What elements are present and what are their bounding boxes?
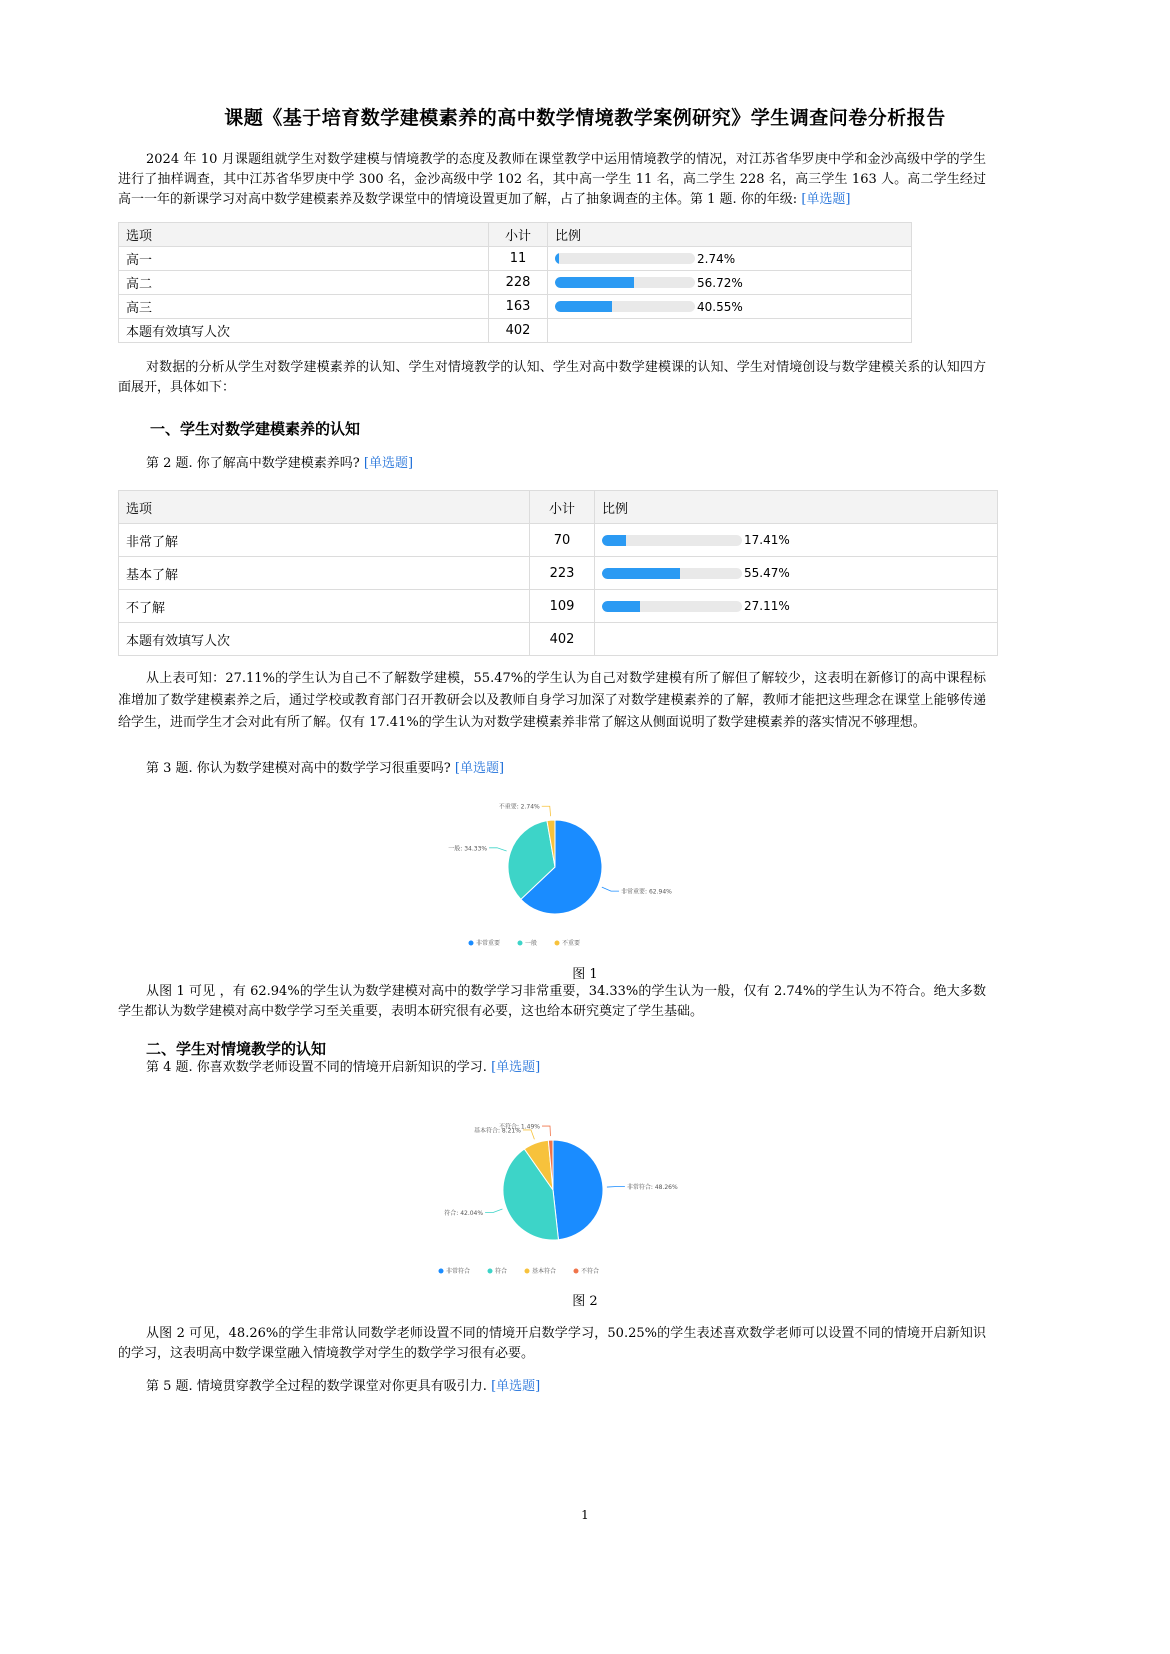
total-count: 402 <box>489 319 548 343</box>
pie-label-3: 不符合: 1.49% <box>499 1123 541 1131</box>
q4-type-tag[interactable]: [单选题] <box>491 1060 541 1075</box>
legend-label-1: 符合 <box>495 1268 508 1275</box>
ratio-bar-fill <box>555 277 634 288</box>
pie-chart-scenario-preference <box>430 1110 730 1285</box>
figure-caption-2: 图 2 <box>572 1294 598 1309</box>
q3-text: 第 3 题. 你认为数学建模对高中的数学学习很重要吗? <box>146 761 451 776</box>
option-label: 高二 <box>119 271 489 295</box>
analysis-intro-paragraph: 对数据的分析从学生对数学建模素养的认知、学生对情境教学的认知、学生对高中数学建模课的认知、学生对情境创设与数学建模关系的认知四方面展开，具体如下： <box>118 360 986 395</box>
pie-leader-1 <box>489 848 506 851</box>
legend-label-0: 非常符合 <box>446 1268 471 1275</box>
header-ratio: 比例 <box>595 491 998 524</box>
ratio-bar <box>555 301 695 312</box>
intro-text: 2024 年 10 月课题组就学生对数学建模与情境教学的态度及教师在课堂教学中运用情境教学的情况，对江苏省华罗庚中学和金沙高级中学的学生进行了抽样调查，其中江苏省华罗庚中学 300 名，金沙高级中学 102 名，其中高一学生 11 名，高二学生 228 名，高三学生 163 人。高二学生经过高一一年的新课学习对高中数学建模素养及数学课堂中的情境设置更加了解，占了抽象调查的主体。第 1 题. 你的年级: <box>118 152 986 207</box>
legend-marker-3 <box>574 1269 579 1274</box>
pie-slice-0 <box>553 1140 603 1240</box>
legend-marker-0 <box>469 941 474 946</box>
figure-caption-1: 图 1 <box>572 967 598 982</box>
ratio-bar <box>602 568 742 579</box>
section-heading-2: 二、学生对情境教学的认知 <box>146 1040 327 1058</box>
total-label: 本题有效填写人次 <box>119 319 489 343</box>
pie-label-0: 非常重要: 62.94% <box>621 888 672 896</box>
pie-label-2: 不重要: 2.74% <box>498 803 540 811</box>
q3-prompt <box>146 759 504 779</box>
pie-leader-2 <box>523 1130 534 1139</box>
pie-chart-importance <box>430 790 730 960</box>
q4-prompt <box>146 1058 540 1078</box>
table-total-row <box>119 623 998 656</box>
pie-label-1: 符合: 42.04% <box>444 1210 484 1218</box>
table-row <box>119 590 998 623</box>
pie-leader-0 <box>607 1187 625 1188</box>
ratio-bar-fill <box>602 568 680 579</box>
table-header-row <box>119 491 998 524</box>
table-total-row <box>119 319 912 343</box>
q2-analysis-paragraph: 从上表可知：27.11%的学生认为自己不了解数学建模，55.47%的学生认为自己对数学建模有所了解但了解较少，这表明在新修订的高中课程标准增加了数学建模素养之后，通过学校或教育部门召开教研会以及教师自身学习加深了对数学建模素养的了解，教师才能把这些理念在课堂上能够传递给学生，进而学生才会对此有所了解。仅有 17.41%的学生认为对数学建模素养非常了解这从侧面说明了数学建模素养的落实情况不够理想。 <box>118 671 986 730</box>
table-row <box>119 271 912 295</box>
legend-label-3: 不符合 <box>581 1268 600 1275</box>
q5-text: 第 5 题. 情境贯穿教学全过程的数学课堂对你更具有吸引力. <box>146 1379 487 1394</box>
option-count: 11 <box>489 247 548 271</box>
ratio-bar-fill <box>555 253 559 264</box>
q2-type-tag[interactable]: [单选题] <box>363 456 414 471</box>
q4-text: 第 4 题. 你喜欢数学老师设置不同的情境开启新知识的学习. <box>146 1060 487 1075</box>
ratio-bar-fill <box>555 301 612 312</box>
page-number: 1 <box>581 1508 589 1522</box>
legend-marker-1 <box>518 941 523 946</box>
legend-marker-2 <box>525 1269 530 1274</box>
legend-marker-1 <box>488 1269 493 1274</box>
option-count: 109 <box>530 590 595 623</box>
legend-label-2: 不重要 <box>562 940 581 947</box>
q2-results-table <box>118 490 998 656</box>
option-percent: 40.55% <box>697 299 743 314</box>
option-percent: 56.72% <box>697 275 743 290</box>
ratio-bar-fill <box>602 535 626 546</box>
q3-type-tag[interactable]: [单选题] <box>454 761 505 776</box>
fig1-analysis-paragraph: 从图 1 可见 ，有 62.94%的学生认为数学建模对高中的数学学习非常重要，34.33%的学生认为一般，仅有 2.74%的学生认为不符合。绝大多数学生都认为数学建模对高中数学学习至关重要，表明本研究很有必要，这也给本研究奠定了学生基础。 <box>118 984 986 1019</box>
option-label: 高一 <box>119 247 489 271</box>
header-count: 小计 <box>489 223 548 247</box>
q1-results-table <box>118 222 912 343</box>
option-label: 基本了解 <box>119 557 530 590</box>
intro-paragraph <box>118 150 986 210</box>
pie-label-2: 基本符合: 8.21% <box>473 1127 521 1135</box>
option-count: 70 <box>530 524 595 557</box>
q2-prompt <box>146 454 413 474</box>
legend-label-2: 基本符合 <box>532 1268 557 1275</box>
section-heading-1: 一、学生对数学建模素养的认知 <box>150 420 361 438</box>
ratio-bar <box>555 277 695 288</box>
legend-label-1: 一般 <box>525 940 538 947</box>
table-row <box>119 247 912 271</box>
option-count: 223 <box>530 557 595 590</box>
option-percent: 27.11% <box>744 599 790 613</box>
ratio-bar <box>602 601 742 612</box>
option-label: 非常了解 <box>119 524 530 557</box>
option-percent: 17.41% <box>744 533 790 547</box>
option-count: 163 <box>489 295 548 319</box>
header-count: 小计 <box>530 491 595 524</box>
total-count: 402 <box>530 623 595 656</box>
report-title: 课题《基于培育数学建模素养的高中数学情境教学案例研究》学生调查问卷分析报告 <box>224 107 946 129</box>
header-ratio: 比例 <box>548 223 912 247</box>
pie-leader-1 <box>485 1209 502 1213</box>
total-label: 本题有效填写人次 <box>119 623 530 656</box>
option-count: 228 <box>489 271 548 295</box>
pie-label-0: 非常符合: 48.26% <box>626 1184 678 1192</box>
ratio-bar <box>555 253 695 264</box>
table-header-row <box>119 223 912 247</box>
table-row <box>119 557 998 590</box>
ratio-bar-fill <box>602 601 640 612</box>
legend-marker-2 <box>555 941 560 946</box>
header-option: 选项 <box>119 223 489 247</box>
legend-marker-0 <box>439 1269 444 1274</box>
pie-leader-0 <box>602 887 619 891</box>
header-option: 选项 <box>119 491 530 524</box>
option-label: 高三 <box>119 295 489 319</box>
q2-text: 第 2 题. 你了解高中数学建模素养吗? <box>146 456 360 471</box>
pie-leader-2 <box>542 806 551 816</box>
q5-prompt <box>146 1377 540 1397</box>
q1-type-tag[interactable]: [单选题] <box>801 192 851 207</box>
table-row <box>119 295 912 319</box>
q5-type-tag[interactable]: [单选题] <box>491 1379 541 1394</box>
pie-leader-3 <box>542 1126 550 1136</box>
table-row <box>119 524 998 557</box>
option-percent: 55.47% <box>744 566 790 580</box>
option-percent: 2.74% <box>697 251 736 266</box>
ratio-bar <box>602 535 742 546</box>
legend-label-0: 非常重要 <box>476 940 501 947</box>
fig2-analysis-paragraph: 从图 2 可见，48.26%的学生非常认同数学老师设置不同的情境开启数学学习，50.25%的学生表述喜欢数学老师可以设置不同的情境开启新知识的学习，这表明高中数学课堂融入情境教学对学生的数学学习很有必要。 <box>118 1326 986 1361</box>
pie-label-1: 一般: 34.33% <box>448 845 488 853</box>
option-label: 不了解 <box>119 590 530 623</box>
